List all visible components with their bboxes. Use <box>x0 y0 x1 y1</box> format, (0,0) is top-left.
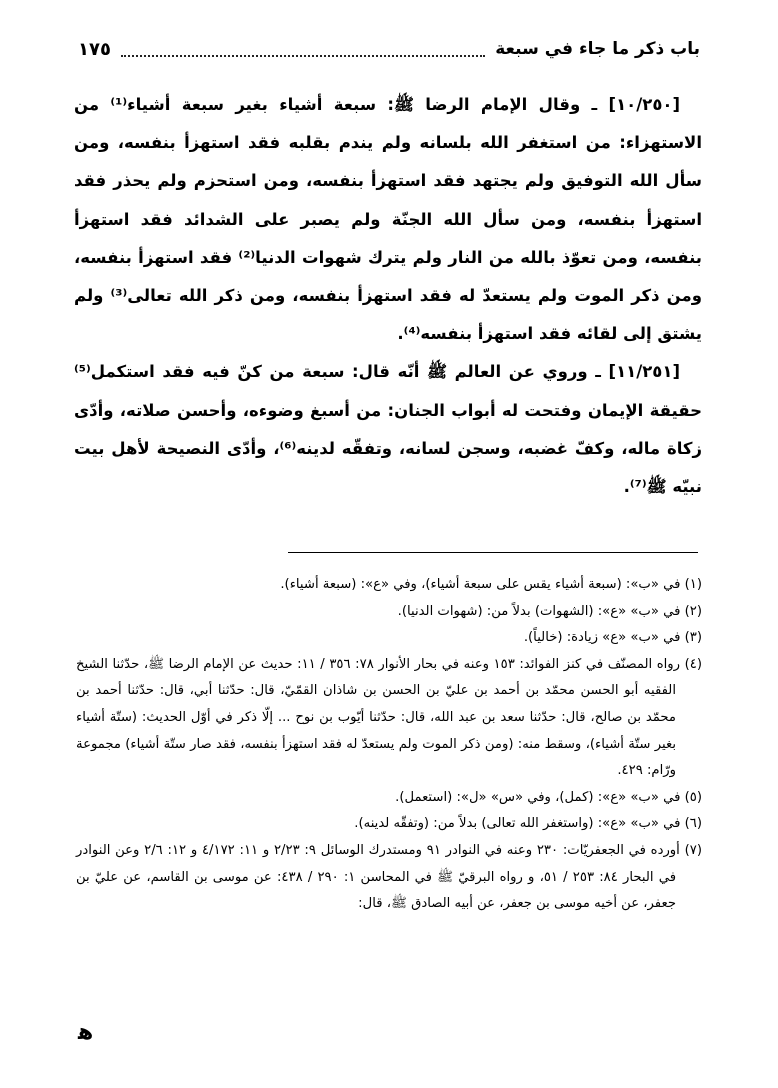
footnote-7: (٧) أورده في الجعفريّات: ٢٣٠ وعنه في النوادر ٩١ ومستدرك الوسائل ٩: ٢/٢٣ و ١١: ٤/١٧٢ و ١٢: ٢/٦ وعن النوادر في البحار ٨٤: ٢٥٣ / ٥١، و رواه البرقيّ ﷺ في المحاسن ١: ٢٩٠ / ٤٣٨: عن موسى بن القاسم، عن عليّ بن جعفر، عن أخيه موسى بن جعفر، عن أبيه الصادق ﷺ، قال: <box>76 842 702 912</box>
hadith-paragraph-251: [١١/٢٥١] ـ وروي عن العالم ﷺ أنّه قال: سبعة من كنّ فيه فقد استكمل⁽⁵⁾ حقيقة الإيمان وفتحت له أبواب الجنان: من أسبغ وضوءه، وأحسن صلاته، وأدّى زكاة ماله، وكفّ غضبه، وسجن لسانه، وتفقّه لدينه⁽⁶⁾، وأدّى النصيحة لأهل بيت نبيّه ﷺ⁽⁷⁾. <box>74 362 702 497</box>
footnote-4: (٤) رواه المصنّف في كنز الفوائد: ١٥٣ وعنه في بحار الأنوار ٧٨: ٣٥٦ / ١١: حديث عن الإمام الرضا ﷺ، حدّثنا الشيخ الفقيه أبو الحسن محمّد بن أحمد بن عليّ بن الحسن بن شاذان القمّيّ، قال: حدّثنا أبي، قال: حدّثنا أحمد بن محمّد بن صالح، قال: حدّثنا سعد بن عبد الله، قال: حدّثنا أيّوب بن نوح ... إلّا ذكر في أوّل الحديث: (ستّة أشياء بغير ستّة أشياء)، وسقط منه: (ومن ذكر الموت ولم يستعدّ له فقد استهزأ بنفسه، فقد صار ستّة أشياء) مجموعة ورّام: ٤٢٩. <box>76 656 703 779</box>
header-dotted-leader <box>121 41 485 57</box>
footnote-2: (٢) في «ب» «ع»: (الشهوات) بدلاً من: (شهوات الدنيا). <box>397 603 702 619</box>
footnote-5: (٥) في «ب» «ع»: (كمل)، وفي «س» «ل»: (استعمل). <box>395 789 702 805</box>
footnote-6: (٦) في «ب» «ع»: (واستغفر الله تعالى) بدلاً من: (وتفقّه لدينه). <box>354 816 702 832</box>
running-header <box>78 34 700 64</box>
page-number: ١٧٥ <box>78 38 111 60</box>
footnote-3: (٣) في «ب» «ع» زيادة: (خالياً). <box>523 630 702 646</box>
hadith-paragraph-250: [١٠/٢٥٠] ـ وقال الإمام الرضا ﷺ: سبعة أشياء بغير سبعة أشياء⁽¹⁾ من الاستهزاء: من استغفر الله بلسانه ولم يندم بقلبه فقد استهزأ بنفسه، ومن سأل الله التوفيق ولم يجتهد فقد استهزأ بنفسه، ومن استحزم ولم يحذر فقد استهزأ بنفسه، ومن سأل الله الجنّة ولم يصبر على الشدائد فقد استهزأ بنفسه، ومن تعوّذ بالله من النار ولم يترك شهوات الدنيا⁽²⁾ فقد استهزأ بنفسه، ومن ذكر الموت ولم يستعدّ له فقد استهزأ بنفسه، ومن ذكر الله تعالى⁽³⁾ ولم يشتق إلى لقائه فقد استهزأ بنفسه⁽⁴⁾. <box>74 95 703 344</box>
continuation-mark: ﻫ <box>78 1020 94 1045</box>
footnote-1: (١) في «ب»: (سبعة أشياء يقس على سبعة أشياء)، وفي «ع»: (سبعة أشياء). <box>280 577 702 592</box>
chapter-title: باب ذكر ما جاء في سبعة <box>495 39 700 59</box>
footnotes <box>76 572 702 918</box>
footnote-divider <box>288 552 698 553</box>
main-text <box>74 86 702 506</box>
